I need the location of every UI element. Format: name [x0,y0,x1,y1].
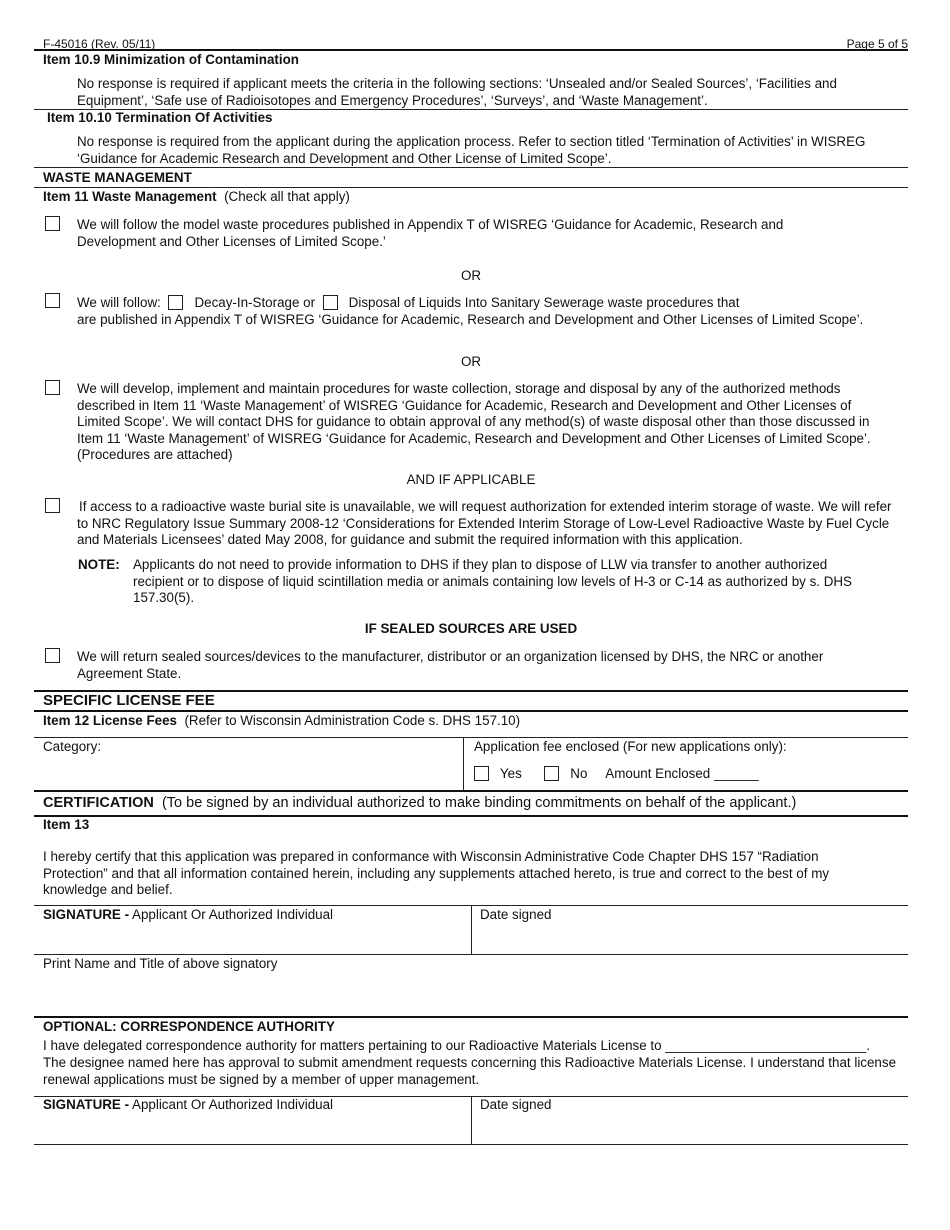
waste-option-1-text: We will follow the model waste procedures published in Appendix T of WISREG ‘Guidance for Academic, Research and Development and Other Licenses of Limited Scope.’ [77,217,784,249]
certification-title [43,795,796,811]
fee-yes-checkbox[interactable] [474,766,489,781]
fee-no-label: No [570,766,588,781]
signature-field[interactable] [43,907,333,923]
signature-label: Applicant Or Authorized Individual [132,907,334,922]
fee-yes-label: Yes [499,766,522,781]
correspondence-line-2: The designee named here has approval to submit amendment requests concerning this Radioactive Materials License. I understand that license renewal applications must be signed by a member of upper management. [43,1055,897,1087]
waste-option-3-text: We will develop, implement and maintain procedures for waste collection, storage and disposal by any of the authorized methods described in Item 11 ‘Waste Management’ of WISREG ‘Guidance for Academic, Research and Development and Other Licenses of Limited Scope’. We will contact DHS for guidance to obtain approval of any method(s) of waste disposal other than those discussed in Item 11 ‘Waste Management’ of WISREG ‘Guidance for Academic, Research and Development and Other Licenses of Limited Scope’. (Procedures are attached) [77,381,871,462]
amount-enclosed-field[interactable]: Amount Enclosed ______ [605,766,759,781]
item-11-title [43,189,350,205]
divider [34,1144,908,1145]
certification-text: I hereby certify that this application was prepared in conformance with Wisconsin Administrative Code Chapter DHS 157 “Radiation Protection” and that all information contained herein, including any supplements attached hereto, is true and correct to the best of my knowledge and belief. [43,849,830,897]
certification-note: (To be signed by an individual authorized to make binding commitments on behalf of the applicant.) [161,795,797,811]
item-11-label: Item 11 Waste Management [43,189,217,204]
divider [34,167,908,168]
signature-bold-label: SIGNATURE - [43,907,130,922]
decay-in-storage-label: Decay-In-Storage or [194,295,316,310]
item-10-9-text: No response is required if applicant meets the criteria in the following sections: ‘Unsealed and/or Sealed Sources’, ‘Facilities and Equipment’, ‘Safe use of Radioisotopes and Emergency Procedures’, ‘Surveys’, and ‘Waste Management’. [77,76,837,108]
date-signed-field[interactable]: Date signed [480,907,552,922]
waste-option-2-prefix: We will follow: [77,295,161,310]
waste-option-5-checkbox[interactable] [45,648,60,663]
note-label: NOTE: [78,557,120,572]
or-label: OR [460,268,482,283]
certification-label: CERTIFICATION [43,795,154,811]
form-id: F-45016 (Rev. 05/11) [43,37,156,51]
sanitary-sewerage-label: Disposal of Liquids Into Sanitary Sewerage waste procedures that [348,295,740,310]
corr-signature-label: Applicant Or Authorized Individual [132,1097,334,1112]
fee-no-checkbox[interactable] [544,766,559,781]
sealed-sources-heading: IF SEALED SOURCES ARE USED [364,621,578,636]
corr-signature-field[interactable] [43,1097,333,1113]
fee-section-title: SPECIFIC LICENSE FEE [43,692,215,709]
waste-option-4-text: If access to a radioactive waste burial site is unavailable, we will request authorization for extended interim storage of waste. We will refer to NRC Regulatory Issue Summary 2008-12 ‘Considerations for Extended Interim Storage of Low-Level Radioactive Waste by Fuel Cycle and Materials Licensees’ dated May 2008, for guidance and submit the required information with this application. [77,499,892,547]
decay-in-storage-checkbox[interactable] [168,295,183,310]
waste-option-3-checkbox[interactable] [45,380,60,395]
waste-section-title: WASTE MANAGEMENT [43,170,192,185]
category-label[interactable]: Category: [43,739,102,754]
divider [471,1096,472,1144]
item-12-title [43,713,520,729]
correspondence-line-1: I have delegated correspondence authority for matters pertaining to our Radioactive Materials License to ___________________________. [43,1038,871,1053]
correspondence-title: OPTIONAL: CORRESPONDENCE AUTHORITY [43,1019,335,1034]
waste-option-5-text: We will return sealed sources/devices to the manufacturer, distributor or an organization licensed by DHS, the NRC or another Agreement State. [77,649,824,681]
fee-enclosed-row [474,766,759,782]
divider [34,790,908,792]
divider [34,815,908,817]
corr-signature-bold-label: SIGNATURE - [43,1097,130,1112]
item-10-10-text: No response is required from the applicant during the application process. Refer to section titled ‘Termination of Activities’ in WISREG ‘Guidance for Academic Research and Development and Other License of Limited Scope’. [77,134,866,166]
waste-option-2-line [77,295,739,311]
page-number: Page 5 of 5 [846,37,908,51]
divider [34,954,908,955]
item-10-9-title: Item 10.9 Minimization of Contamination [43,52,299,67]
item-12-label: Item 12 License Fees [43,713,177,728]
item-10-10-title: Item 10.10 Termination Of Activities [47,110,273,125]
or-label: OR [460,354,482,369]
divider [471,905,472,954]
item-11-note: (Check all that apply) [224,189,350,204]
print-name-field[interactable]: Print Name and Title of above signatory [43,956,278,971]
waste-option-2-checkbox[interactable] [45,293,60,308]
divider [34,49,908,51]
waste-option-2-rest: are published in Appendix T of WISREG ‘Guidance for Academic, Research and Development and Other Licenses of Limited Scope’. [77,312,864,327]
waste-option-1-checkbox[interactable] [45,216,60,231]
application-fee-label: Application fee enclosed (For new applications only): [474,739,787,754]
divider [34,187,908,188]
item-12-note: (Refer to Wisconsin Administration Code s. DHS 157.10) [184,713,521,728]
divider [34,710,908,712]
sanitary-sewerage-checkbox[interactable] [323,295,338,310]
item-13-title: Item 13 [43,817,90,832]
and-if-applicable-label: AND IF APPLICABLE [406,472,536,487]
divider [34,1016,908,1018]
divider [34,737,908,738]
note-text: Applicants do not need to provide information to DHS if they plan to dispose of LLW via transfer to another authorized recipient or to dispose of liquid scintillation media or animals containing low levels of H-3 or C-14 as authorized by s. DHS 157.30(5). [133,557,852,605]
waste-option-4-checkbox[interactable] [45,498,60,513]
corr-date-signed-field[interactable]: Date signed [480,1097,552,1112]
divider [463,737,464,790]
